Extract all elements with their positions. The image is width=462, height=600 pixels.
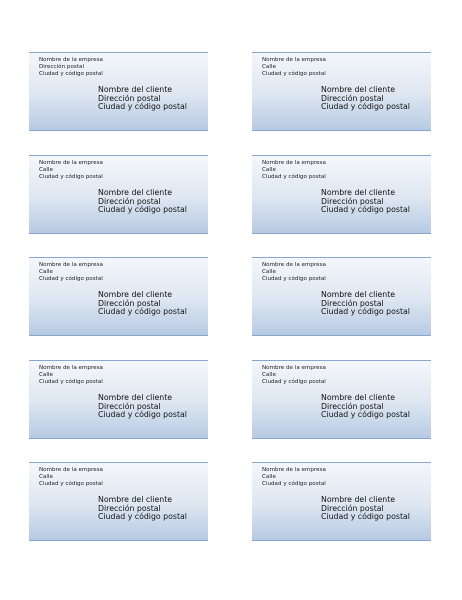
sender-street: Calle	[39, 268, 53, 275]
recipient-address	[321, 86, 410, 112]
sender-city: Ciudad y código postal	[262, 275, 326, 282]
recipient-street: Dirección postal	[98, 298, 161, 308]
recipient-city: Ciudad y código postal	[98, 410, 187, 420]
shipping-label-7	[29, 360, 208, 439]
recipient-city: Ciudad y código postal	[321, 307, 410, 317]
recipient-name: Nombre del cliente	[98, 290, 173, 299]
sender-company: Nombre de la empresa	[262, 160, 326, 166]
recipient-name: Nombre del cliente	[98, 85, 173, 94]
shipping-label-5	[29, 257, 208, 336]
sender-street: Calle	[39, 473, 53, 480]
sender-street: Calle	[262, 473, 276, 480]
sender-company: Nombre de la empresa	[39, 365, 103, 371]
sender-street: Calle	[262, 268, 276, 275]
recipient-address	[98, 496, 187, 522]
shipping-label-2	[252, 52, 431, 131]
sender-city: Ciudad y código postal	[262, 173, 326, 180]
recipient-address	[321, 496, 410, 522]
recipient-name: Nombre del cliente	[98, 495, 173, 504]
sender-street: Calle	[39, 166, 53, 173]
shipping-label-8	[252, 360, 431, 439]
sender-company: Nombre de la empresa	[262, 467, 326, 473]
sender-address	[39, 467, 103, 487]
sender-address	[262, 365, 326, 385]
recipient-name: Nombre del cliente	[321, 85, 396, 94]
recipient-address	[98, 291, 187, 317]
sender-city: Ciudad y código postal	[39, 378, 103, 385]
sender-address	[39, 365, 103, 385]
sender-city: Ciudad y código postal	[39, 275, 103, 282]
sender-city: Ciudad y código postal	[262, 70, 326, 77]
sender-company: Nombre de la empresa	[39, 262, 103, 268]
sender-address	[39, 160, 103, 180]
recipient-street: Dirección postal	[321, 401, 384, 411]
sender-city: Ciudad y código postal	[39, 173, 103, 180]
recipient-city: Ciudad y código postal	[98, 102, 187, 112]
shipping-label-3	[29, 155, 208, 234]
recipient-address	[321, 394, 410, 420]
sender-street: Calle	[39, 371, 53, 378]
recipient-name: Nombre del cliente	[321, 495, 396, 504]
sender-address	[39, 262, 103, 282]
sender-company: Nombre de la empresa	[262, 262, 326, 268]
recipient-address	[321, 189, 410, 215]
recipient-street: Dirección postal	[321, 93, 384, 103]
recipient-city: Ciudad y código postal	[321, 410, 410, 420]
recipient-name: Nombre del cliente	[321, 290, 396, 299]
recipient-name: Nombre del cliente	[321, 188, 396, 197]
sender-city: Ciudad y código postal	[262, 480, 326, 487]
recipient-street: Dirección postal	[321, 503, 384, 513]
sender-street: Calle	[262, 166, 276, 173]
sender-street: Dirección postal	[39, 63, 84, 70]
sender-company: Nombre de la empresa	[39, 57, 103, 63]
recipient-name: Nombre del cliente	[321, 393, 396, 402]
shipping-label-10	[252, 462, 431, 541]
sender-street: Calle	[262, 63, 276, 70]
recipient-street: Dirección postal	[98, 401, 161, 411]
shipping-label-9	[29, 462, 208, 541]
recipient-name: Nombre del cliente	[98, 188, 173, 197]
sender-address	[262, 467, 326, 487]
recipient-address	[321, 291, 410, 317]
sender-address	[262, 57, 326, 77]
sender-street: Calle	[262, 371, 276, 378]
shipping-label-6	[252, 257, 431, 336]
sender-company: Nombre de la empresa	[39, 160, 103, 166]
recipient-address	[98, 86, 187, 112]
sender-city: Ciudad y código postal	[39, 70, 103, 77]
recipient-street: Dirección postal	[98, 196, 161, 206]
recipient-city: Ciudad y código postal	[98, 307, 187, 317]
recipient-street: Dirección postal	[321, 298, 384, 308]
sender-city: Ciudad y código postal	[262, 378, 326, 385]
sender-company: Nombre de la empresa	[262, 365, 326, 371]
shipping-label-4	[252, 155, 431, 234]
recipient-name: Nombre del cliente	[98, 393, 173, 402]
sender-company: Nombre de la empresa	[39, 467, 103, 473]
sender-company: Nombre de la empresa	[262, 57, 326, 63]
sender-address	[39, 57, 103, 77]
sender-address	[262, 160, 326, 180]
recipient-street: Dirección postal	[98, 503, 161, 513]
shipping-label-1	[29, 52, 208, 131]
recipient-city: Ciudad y código postal	[98, 512, 187, 522]
recipient-city: Ciudad y código postal	[321, 102, 410, 112]
sender-city: Ciudad y código postal	[39, 480, 103, 487]
recipient-address	[98, 394, 187, 420]
recipient-city: Ciudad y código postal	[98, 205, 187, 215]
sender-address	[262, 262, 326, 282]
recipient-address	[98, 189, 187, 215]
recipient-city: Ciudad y código postal	[321, 512, 410, 522]
recipient-city: Ciudad y código postal	[321, 205, 410, 215]
recipient-street: Dirección postal	[98, 93, 161, 103]
recipient-street: Dirección postal	[321, 196, 384, 206]
